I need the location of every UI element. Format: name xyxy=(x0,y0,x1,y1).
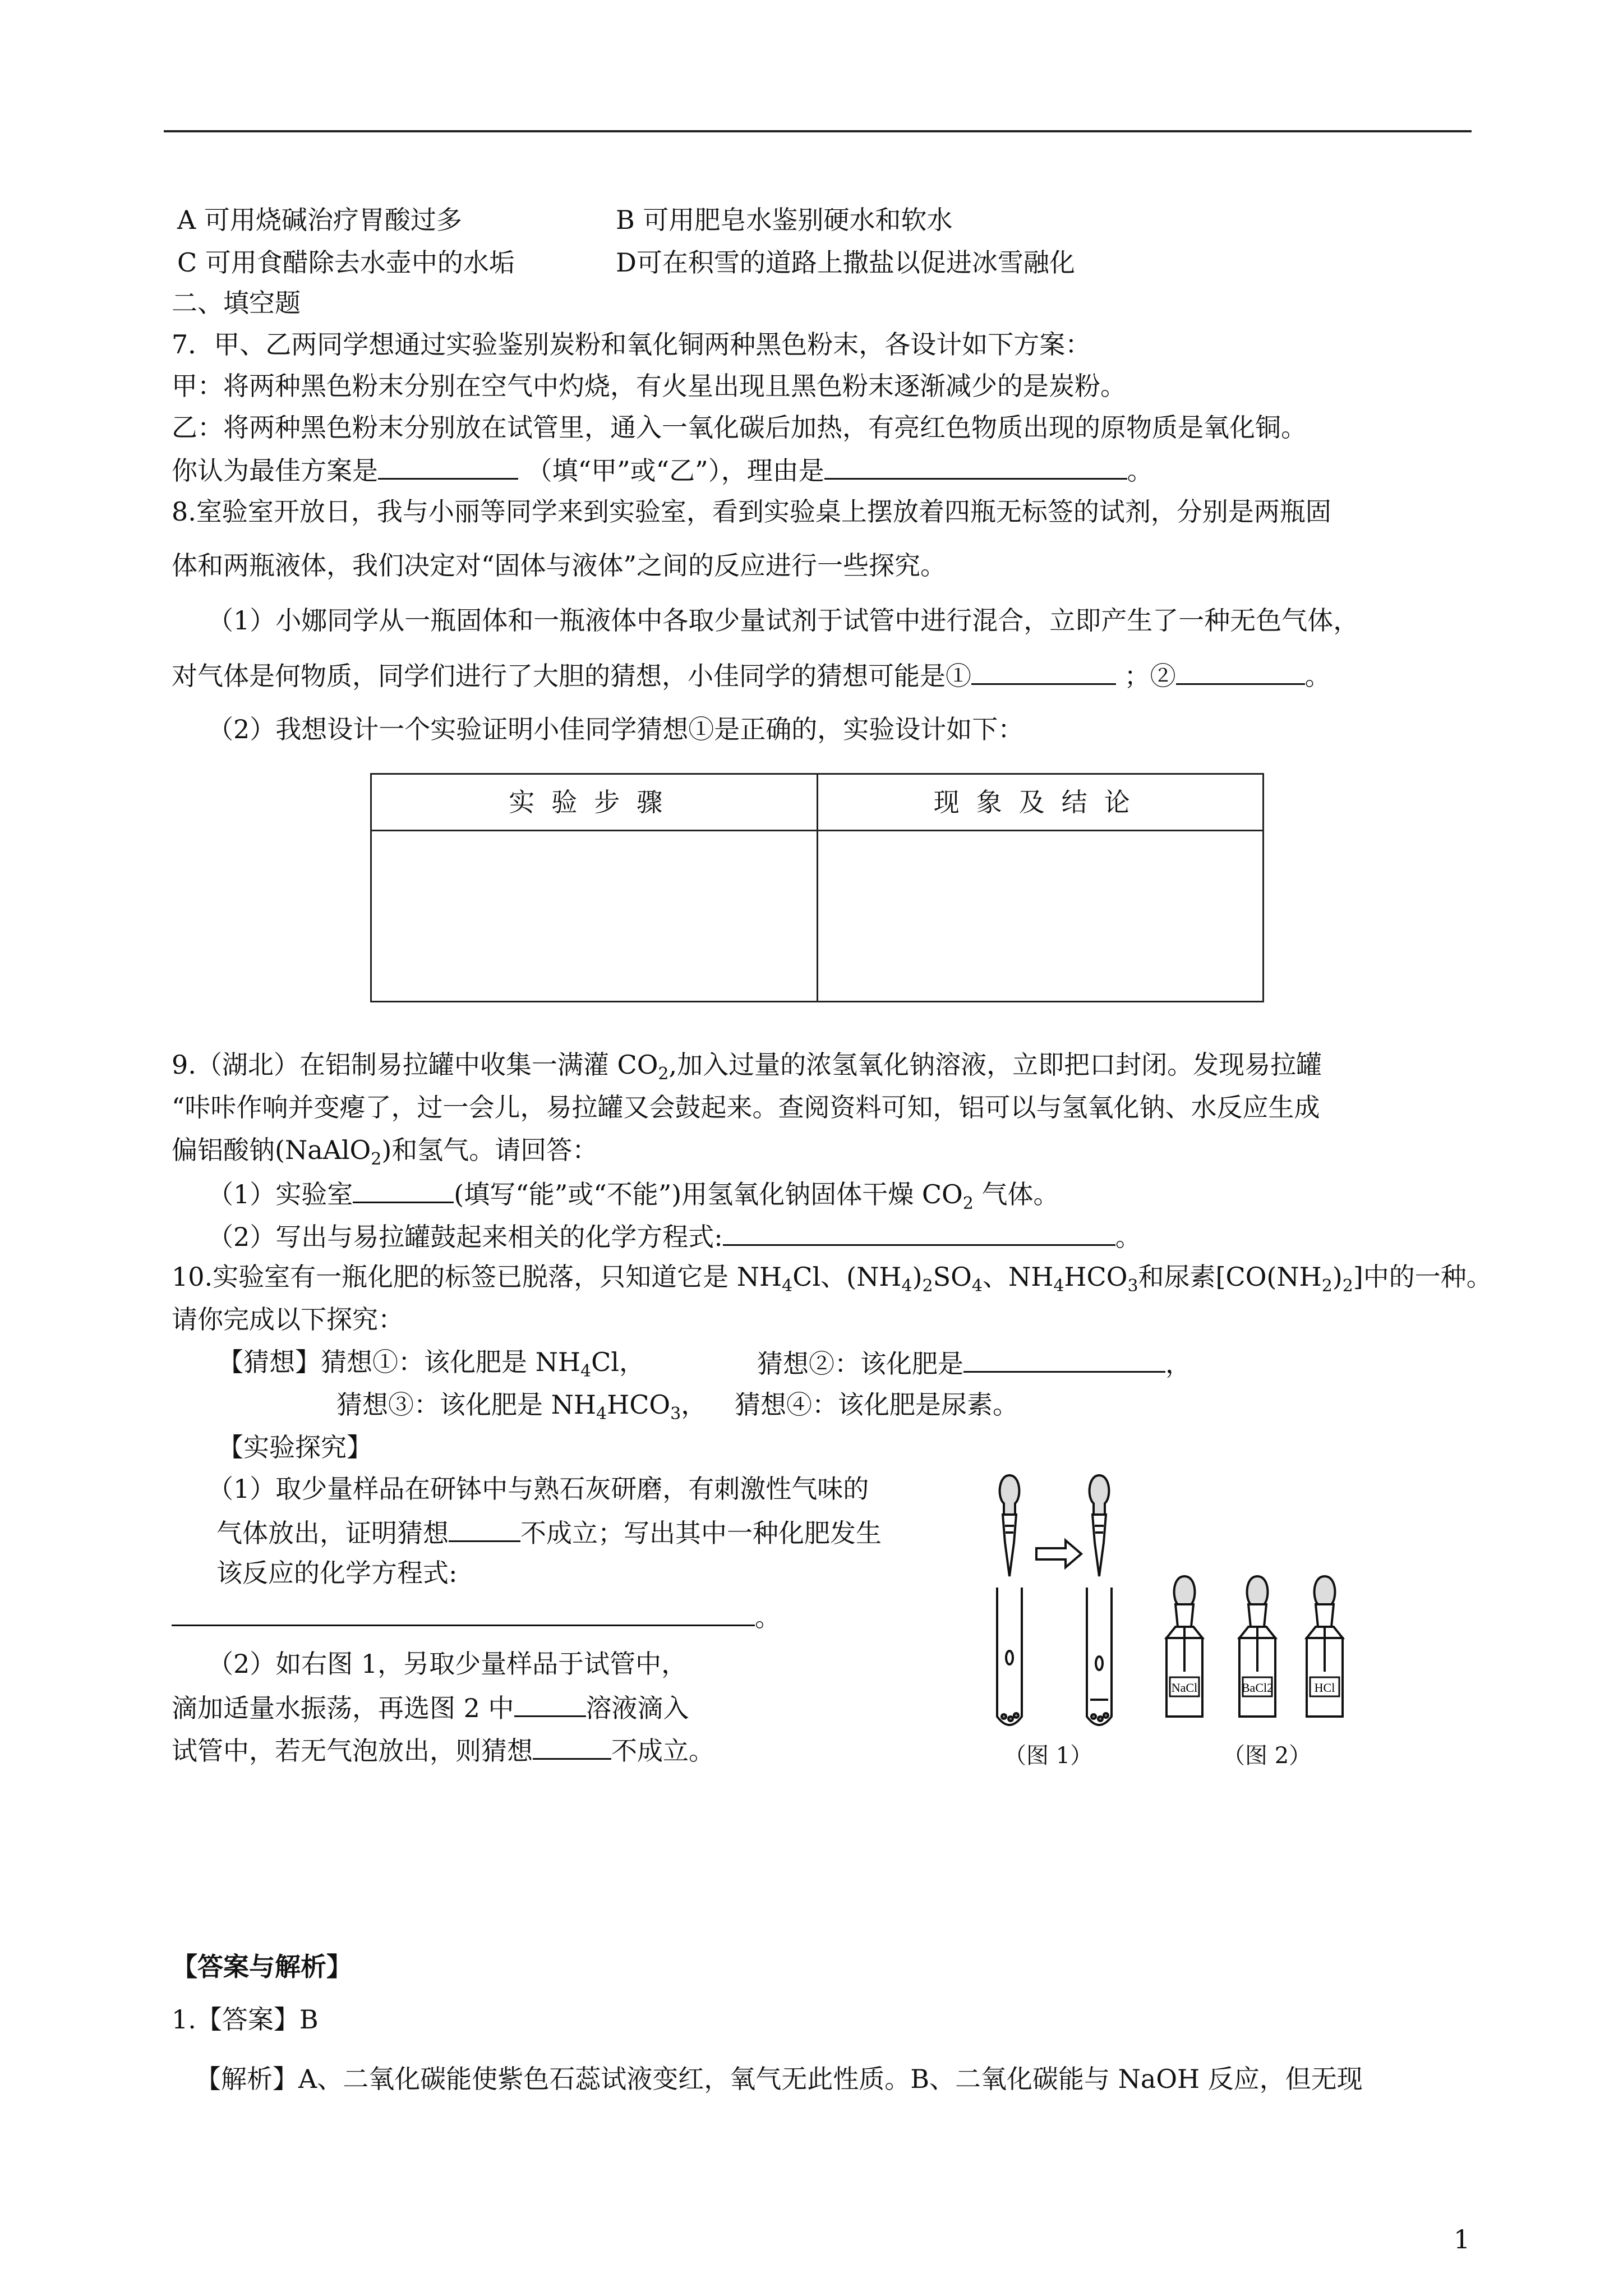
q7-ask-a: 你认为最佳方案是 xyxy=(172,455,378,486)
q7-question xyxy=(172,452,1153,487)
q7-ask-c: 。 xyxy=(1127,455,1153,486)
q10-guess-1: 【猜想】猜想①：该化肥是 $NH_4Cl$， xyxy=(218,1347,645,1382)
q10-line-1: 10.实验室有一瓶化肥的标签已脱落，只知道它是 $NH_4Cl$、$(NH_4)_2SO_4$、$NH_4HCO_3$和尿素$[CO(NH_2)_2]$中的一种。 xyxy=(172,1262,1492,1296)
q10-blank-solution[interactable] xyxy=(514,1690,586,1717)
q7-blank-reason[interactable] xyxy=(824,452,1127,480)
q9-line-3: 偏铝酸钠(NaAlO$_2$)和氢气。请回答： xyxy=(172,1135,598,1170)
fig1-dropper-left xyxy=(1000,1475,1020,1576)
answers-title: 【答案与解析】 xyxy=(172,1952,352,1982)
section-title: 二、填空题 xyxy=(172,288,301,318)
q8-part2: （2）我想设计一个实验证明小佳同学猜想①是正确的，实验设计如下： xyxy=(208,714,1024,744)
fig1-test-tube-right xyxy=(1087,1588,1112,1725)
bottle-label-bacl2: BaCl2 xyxy=(1241,1681,1274,1695)
q8-part1-line-1: （1）小娜同学从一瓶固体和一瓶液体中各取少量试剂于试管中进行混合，立即产生了一种无色气体， xyxy=(208,605,1359,636)
q10-exp1-line-4: 。 xyxy=(172,1599,781,1634)
q9-part2: （2）写出与易拉罐鼓起来相关的化学方程式: 。 xyxy=(208,1218,1141,1254)
q6-option-d: D可在积雪的道路上撒盐以促进冰雪融化 xyxy=(616,247,1075,278)
q10-blank-exp1[interactable] xyxy=(449,1515,520,1542)
q8-blank-guess-2[interactable] xyxy=(1176,657,1305,685)
q10-line-2: 请你完成以下探究： xyxy=(172,1304,404,1335)
q6-option-a: A 可用烧碱治疗胃酸过多 xyxy=(177,205,462,235)
fig1-caption: （图 1） xyxy=(1004,1743,1093,1769)
answer-1: 1.【答案】B xyxy=(172,2004,319,2035)
experiment-figures xyxy=(976,1470,1357,1773)
table-header-steps: 实验步骤 xyxy=(371,774,818,831)
q8-ask-b: ；② xyxy=(1116,661,1176,691)
q10-exp2-line-1: （2）如右图 1，另取少量样品于试管中， xyxy=(208,1649,688,1679)
q10-blank-guess-fail[interactable] xyxy=(533,1732,611,1760)
q7-stem: 7．甲、乙两同学想通过实验鉴别炭粉和氧化铜两种黑色粉末，各设计如下方案： xyxy=(172,329,1091,360)
q6-option-c: C 可用食醋除去水壶中的水垢 xyxy=(177,247,515,278)
q9-blank-equation[interactable] xyxy=(723,1218,1115,1246)
q8-ask-c: 。 xyxy=(1304,661,1331,691)
q8-ask-a: 对气体是何物质，同学们进行了大胆的猜想，小佳同学的猜想可能是① xyxy=(172,661,971,691)
q9-part1: （1）实验室 (填写“能”或“不能”)用氢氧化钠固体干燥 $CO_2$ 气体。 xyxy=(208,1176,1059,1211)
q7-blank-best[interactable] xyxy=(378,452,518,480)
q7-plan-yi: 乙：将两种黑色粉末分别放在试管里，通入一氧化碳后加热，有亮红色物质出现的原物质是氧化铜。 xyxy=(172,412,1307,443)
q10-blank-guess-2[interactable] xyxy=(963,1345,1165,1373)
q10-guess-4: 猜想④：该化肥是尿素。 xyxy=(735,1389,1018,1420)
q10-exp1-line-2: 气体放出，证明猜想 不成立；写出其中一种化肥发生 xyxy=(216,1515,882,1550)
table-cell-results[interactable] xyxy=(817,831,1264,1002)
analysis-1: 【解析】A、二氧化碳能使紫色石蕊试液变红，氧气无此性质。B、二氧化碳能与 NaOH 反应，但无现 xyxy=(195,2064,1363,2094)
table-header-results: 现象及结论 xyxy=(817,774,1264,831)
q10-guess-2: 猜想②：该化肥是 ， xyxy=(757,1345,1191,1381)
q10-guess-3: 猜想③：该化肥是 $NH_4HCO_3$， xyxy=(336,1389,707,1424)
fig2-caption: （图 2） xyxy=(1223,1743,1312,1769)
q10-exp1-line-3: 该反应的化学方程式: xyxy=(216,1558,458,1588)
q9-blank-can[interactable] xyxy=(353,1176,454,1203)
q8-part1-line-2 xyxy=(172,657,1331,693)
q7-ask-b: （填“甲”或“乙”），理由是 xyxy=(518,455,824,486)
fig1-test-tube-left xyxy=(997,1588,1022,1725)
arrow-icon xyxy=(1036,1540,1081,1567)
q8-line-1: 8.室验室开放日，我与小丽等同学来到实验室，看到实验桌上摆放着四瓶无标签的试剂，分别是两瓶固 xyxy=(172,496,1331,527)
q8-line-2: 体和两瓶液体，我们决定对“固体与液体”之间的反应进行一些探究。 xyxy=(172,550,947,581)
bottle-label-nacl: NaCl xyxy=(1171,1681,1198,1695)
q10-experiment-title: 【实验探究】 xyxy=(218,1432,372,1462)
table-cell-steps[interactable] xyxy=(371,831,818,1002)
bottle-label-hcl: HCl xyxy=(1314,1681,1335,1695)
q9-line-1: 9.（湖北）在铝制易拉罐中收集一满灌 $CO_2$,加入过量的浓氢氧化钠溶液，立即把口封闭。发现易拉罐 xyxy=(172,1050,1322,1084)
q7-plan-jia: 甲：将两种黑色粉末分别在空气中灼烧，有火星出现且黑色粉末逐渐减少的是炭粉。 xyxy=(172,371,1126,401)
experiment-table xyxy=(370,773,1264,1002)
q9-line-2: “咔咔作响并变瘪了，过一会儿，易拉罐又会鼓起来。查阅资料可知，铝可以与氢氧化钠、水反应生成 xyxy=(172,1092,1320,1122)
q8-blank-guess-1[interactable] xyxy=(971,657,1116,685)
q10-exp2-line-3: 试管中，若无气泡放出，则猜想 不成立。 xyxy=(172,1732,714,1768)
q6-option-b: B 可用肥皂水鉴别硬水和软水 xyxy=(616,205,953,235)
header-rule xyxy=(164,130,1472,132)
fig1-dropper-right xyxy=(1090,1475,1109,1576)
page-number: 1 xyxy=(1454,2224,1470,2254)
q10-exp1-line-1: （1）取少量样品在研钵中与熟石灰研磨，有刺激性气味的 xyxy=(208,1474,869,1504)
q10-blank-equation[interactable] xyxy=(172,1599,755,1626)
q10-exp2-line-2: 滴加适量水振荡，再选图 2 中 溶液滴入 xyxy=(172,1690,689,1725)
